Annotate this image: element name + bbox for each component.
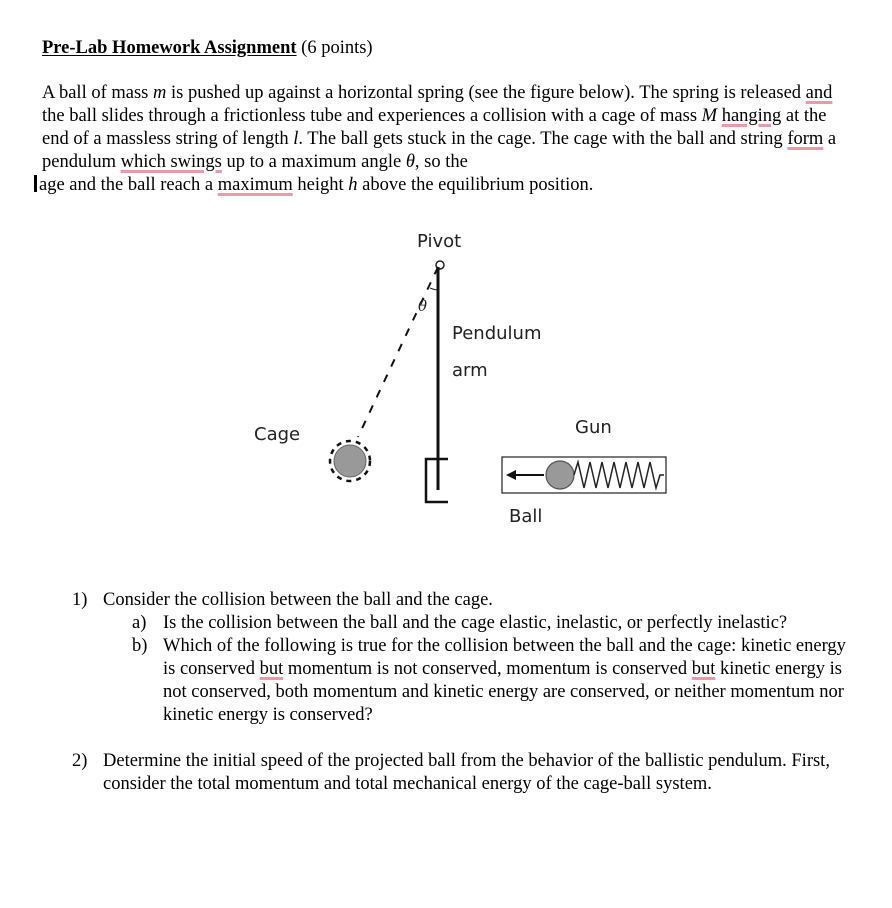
question-number: 1) <box>72 590 88 610</box>
question-text <box>163 635 862 727</box>
intro-text: , so the <box>414 152 468 172</box>
ball-icon <box>546 461 574 489</box>
intro-text: is pushed up against a horizontal spring (see the figure below). The spring is released <box>166 83 806 103</box>
ballistic-pendulum-figure <box>240 222 680 542</box>
intro-paragraph <box>39 82 842 197</box>
question-text: Consider the collision between the ball and the cage. <box>103 590 493 610</box>
text-cursor <box>34 175 37 192</box>
theta-label: θ <box>418 297 428 315</box>
spellcheck-word: hanging <box>721 106 782 126</box>
spellcheck-word: and <box>805 83 833 103</box>
question-1 <box>72 589 862 612</box>
var-theta: θ <box>405 152 415 172</box>
intro-text: at the end of a massless string of length <box>42 106 827 149</box>
intro-text: the ball slides through a frictionless tube and experiences a collision with a cage of mass <box>42 106 702 126</box>
gun-label: Gun <box>575 417 612 438</box>
pendulum-label: Pendulum <box>452 323 542 344</box>
question-2 <box>72 750 862 796</box>
title-heading: Pre-Lab Homework Assignment <box>42 38 297 58</box>
spellcheck-word: but <box>691 659 716 679</box>
arm-label: arm <box>452 360 488 381</box>
pivot-label: Pivot <box>417 231 462 252</box>
pendulum-diagram <box>240 222 680 542</box>
spellcheck-word: maximum <box>217 175 293 195</box>
ball-label: Ball <box>509 506 543 527</box>
var-l: l <box>293 129 299 149</box>
assignment-title <box>42 36 373 60</box>
question-number: a) <box>132 613 147 633</box>
ball-in-cage-icon <box>334 445 366 477</box>
question-text: Determine the initial speed of the projected ball from the behavior of the ballistic pendulum. First, consider the total momentum and total mechanical energy of the cage-ball system. <box>103 751 830 794</box>
question-number: 2) <box>72 751 88 771</box>
spellcheck-word: but <box>259 659 284 679</box>
question-text: Is the collision between the ball and the cage elastic, inelastic, or perfectly inelastic? <box>163 613 788 633</box>
spellcheck-word: which swings <box>120 152 222 172</box>
intro-text: up to a maximum angle <box>221 152 406 172</box>
question-text-part: Which of the following is true for the collision between the ball and the cage: kinetic energy is conserved <box>163 636 846 679</box>
question-text-part: kinetic energy is not conserved, both momentum and kinetic energy are conserved, or neither momentum nor kinetic energy is conserved? <box>163 659 844 725</box>
intro-text: age and the ball reach a <box>39 175 218 195</box>
cage-label: Cage <box>254 424 301 445</box>
title-points: (6 points) <box>301 38 373 58</box>
intro-text: height <box>292 175 349 195</box>
question-text-part: momentum is not conserved, momentum is conserved <box>283 659 692 679</box>
intro-text: A ball of mass <box>42 83 153 103</box>
var-M: M <box>701 106 718 126</box>
questions-list <box>72 589 862 796</box>
swung-arm-line <box>358 267 438 437</box>
intro-text: above the equilibrium position. <box>357 175 594 195</box>
var-h: h <box>348 175 358 195</box>
question-1b <box>132 635 862 727</box>
question-number: b) <box>132 636 148 656</box>
intro-text: . The ball gets stuck in the cage. The cage with the ball and string <box>298 129 788 149</box>
spellcheck-word: form <box>787 129 824 149</box>
var-m: m <box>153 83 167 103</box>
question-1a <box>132 612 862 635</box>
intro-text: a pendulum <box>42 129 837 172</box>
